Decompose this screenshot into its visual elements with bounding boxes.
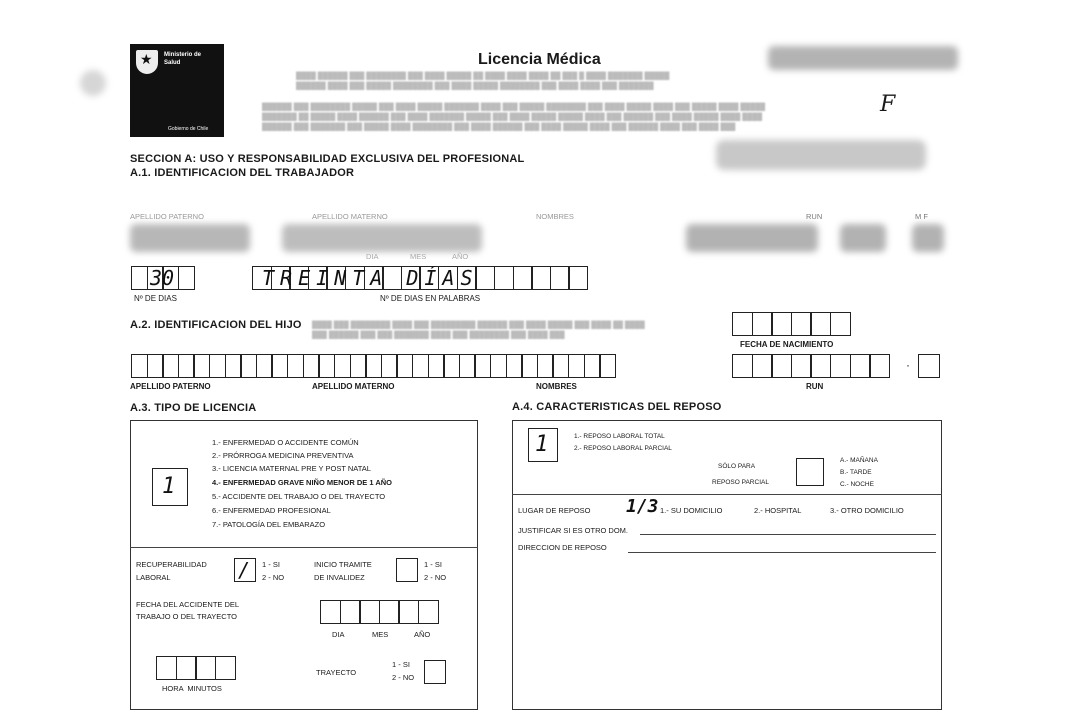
days-number-label: Nº DE DIAS <box>134 294 177 303</box>
accident-mes-label: MES <box>372 630 389 639</box>
ministry-logo <box>130 44 224 137</box>
direccion-label: DIRECCION DE REPOSO <box>518 543 607 552</box>
ministry-line2: Salud <box>164 60 181 66</box>
tramite-yes: 1 - SI <box>424 560 442 569</box>
justificar-label: JUSTIFICAR SI ES OTRO DOM. <box>518 526 629 535</box>
license-option-1: 1.- ENFERMEDAD O ACCIDENTE COMÚN <box>212 438 359 447</box>
a2-subtext-blurred: ████ ███ ████████ ████ ███ █████████ ██████ ███ ████ █████ ███ ████ ██ ████ ███ ██████ ███ ███ ███████ ████ ███ ████████ ███ ████ ███ <box>312 322 645 339</box>
child-run-boxes[interactable] <box>732 354 889 378</box>
ministry-footer: Gobierno de Chile <box>168 126 209 132</box>
license-option-7: 7.- PATOLOGÍA DEL EMBARAZO <box>212 520 326 529</box>
lugar-reposo-mark: 1/3 <box>626 496 659 517</box>
recuperabilidad-mark: / <box>238 558 251 582</box>
license-option-2: 2.- PRÓRROGA MEDICINA PREVENTIVA <box>212 451 354 460</box>
ministry-line1: Ministerio de <box>164 52 202 58</box>
run-dash: · <box>906 358 910 372</box>
child-nombres-label: NOMBRES <box>536 382 577 391</box>
accident-time-boxes[interactable] <box>156 656 234 680</box>
shift-option-b: B.- TARDE <box>840 469 872 476</box>
worker-sex-mark: M F <box>915 212 928 221</box>
section-a-title: SECCION A: USO Y RESPONSABILIDAD EXCLUSIVA DEL PROFESIONAL <box>130 153 525 165</box>
solo-para-label: SÓLO PARA <box>718 463 756 470</box>
recuperabilidad-no: 2 - NO <box>262 573 285 582</box>
intro-text-blurred: ████ ██████ ███ ████████ ███ ████ █████ ██ ████ ████ ████ ██ ███ █ ████ ███████ █████ ██████ ████ ███ █████ ████████ ███ ████ █████ ████████ ███ ████ ████ ███ ███████ <box>296 73 670 90</box>
section-a2-title: A.2. IDENTIFICACION DEL HIJO <box>130 319 302 331</box>
child-name-boxes[interactable] <box>131 354 615 378</box>
recuperabilidad-label-1: RECUPERABILIDAD <box>136 560 207 569</box>
worker-nombres-label: NOMBRES <box>536 212 574 221</box>
license-option-4: 4.- ENFERMEDAD GRAVE NIÑO MENOR DE 1 AÑO <box>212 478 393 487</box>
tramite-no: 2 - NO <box>424 573 447 582</box>
accident-ano-label: AÑO <box>414 630 431 639</box>
lugar-reposo-label: LUGAR DE REPOSO <box>518 506 591 515</box>
tramite-box[interactable] <box>396 558 418 582</box>
lugar-option-1: 1.- SU DOMICILIO <box>660 506 723 515</box>
shift-option-a: A.- MAÑANA <box>840 457 878 464</box>
tramite-label-2: DE INVALIDEZ <box>314 573 365 582</box>
justificar-line[interactable] <box>640 534 936 535</box>
child-birthdate-boxes[interactable] <box>732 312 850 336</box>
trayecto-label: TRAYECTO <box>316 668 357 677</box>
license-option-3: 3.- LICENCIA MATERNAL PRE Y POST NATAL <box>212 464 371 473</box>
worker-run-blurred <box>686 224 818 252</box>
folio-code-blurred <box>716 140 926 170</box>
reposo-option-1: 1.- REPOSO LABORAL TOTAL <box>574 433 665 440</box>
child-apellido-materno-label: APELLIDO MATERNO <box>312 382 395 391</box>
accident-date-label-2: TRABAJO O DEL TRAYECTO <box>136 612 237 621</box>
trayecto-yes: 1 - SI <box>392 660 410 669</box>
license-type-value: 1 <box>162 474 176 499</box>
child-birthdate-label: FECHA DE NACIMIENTO <box>740 340 834 349</box>
worker-run-label: RUN <box>806 212 823 221</box>
shift-option-c: C.- NOCHE <box>840 481 874 488</box>
license-option-6: 6.- ENFERMEDAD PROFESIONAL <box>212 506 331 515</box>
accident-date-boxes[interactable] <box>320 600 438 624</box>
accident-dia-label: DIA <box>332 630 345 639</box>
worker-surname-blurred <box>282 224 482 252</box>
direccion-line[interactable] <box>628 552 936 553</box>
accident-date-label-1: FECHA DEL ACCIDENTE DEL <box>136 600 240 609</box>
worker-age-blurred <box>840 224 886 252</box>
section-a1-title: A.1. IDENTIFICACION DEL TRABAJADOR <box>130 167 355 179</box>
worker-sex-blurred <box>912 224 944 252</box>
handwritten-corner-mark: F <box>880 92 896 117</box>
emission-dia-label: DIA <box>366 252 379 261</box>
star-icon: ★ <box>140 51 153 67</box>
days-number-value: 30 <box>150 266 175 290</box>
worker-name-blurred <box>130 224 250 252</box>
trayecto-box[interactable] <box>424 660 446 684</box>
section-a3-title: A.3. TIPO DE LICENCIA <box>130 402 257 414</box>
days-words-value: TREINTA DÍAS <box>262 266 479 290</box>
child-run-label: RUN <box>806 382 824 391</box>
child-apellido-paterno-label: APELLIDO PATERNO <box>130 382 211 391</box>
folio-number-blurred <box>768 46 958 70</box>
shift-box[interactable] <box>796 458 824 486</box>
a4-divider <box>512 494 942 495</box>
lugar-option-2: 2.- HOSPITAL <box>754 506 802 515</box>
lugar-option-3: 3.- OTRO DOMICILIO <box>830 506 904 515</box>
reposo-option-2: 2.- REPOSO LABORAL PARCIAL <box>574 445 672 452</box>
document-title: Licencia Médica <box>478 51 601 68</box>
accident-time-label: HORA MINUTOS <box>162 684 222 693</box>
days-words-label: Nº DE DIAS EN PALABRAS <box>380 294 481 303</box>
margin-smudge <box>80 70 106 96</box>
intro-text-blurred-2: ██████ ███ ████████ █████ ███ ████ █████ ███████ ████ ███ █████ ████████ ███ ████ █████ ████ ███ █████ ████ █████ ███████ ██ █████ ████ ██████ ███ ████ ███████ █████ ███ ████ █████ █████ ████ ███ ██████ ███ ████ █████ ████ ████ ██████ ███ ███████ ███ █████ ████ ████████ ███ ████ ██████ ███ ████ █████ ████ ███ ██████ ████ ███ ████ ███ <box>262 104 766 131</box>
recuperabilidad-yes: 1 - SI <box>262 560 280 569</box>
tramite-label-1: INICIO TRAMITE <box>314 560 372 569</box>
section-a4-title: A.4. CARACTERISTICAS DEL REPOSO <box>512 401 722 413</box>
reposo-parcial-label: REPOSO PARCIAL <box>712 479 769 486</box>
reposo-type-value: 1 <box>535 432 549 457</box>
worker-apellido-materno-label: APELLIDO MATERNO <box>312 212 388 221</box>
emission-mes-label: MES <box>410 252 427 261</box>
child-run-dv-box[interactable] <box>918 354 940 378</box>
a3-divider <box>130 547 478 548</box>
trayecto-no: 2 - NO <box>392 673 415 682</box>
recuperabilidad-label-2: LABORAL <box>136 573 171 582</box>
worker-apellido-paterno-label: APELLIDO PATERNO <box>130 212 204 221</box>
emission-ano-label: AÑO <box>452 252 469 261</box>
license-option-5: 5.- ACCIDENTE DEL TRABAJO O DEL TRAYECTO <box>212 492 386 501</box>
